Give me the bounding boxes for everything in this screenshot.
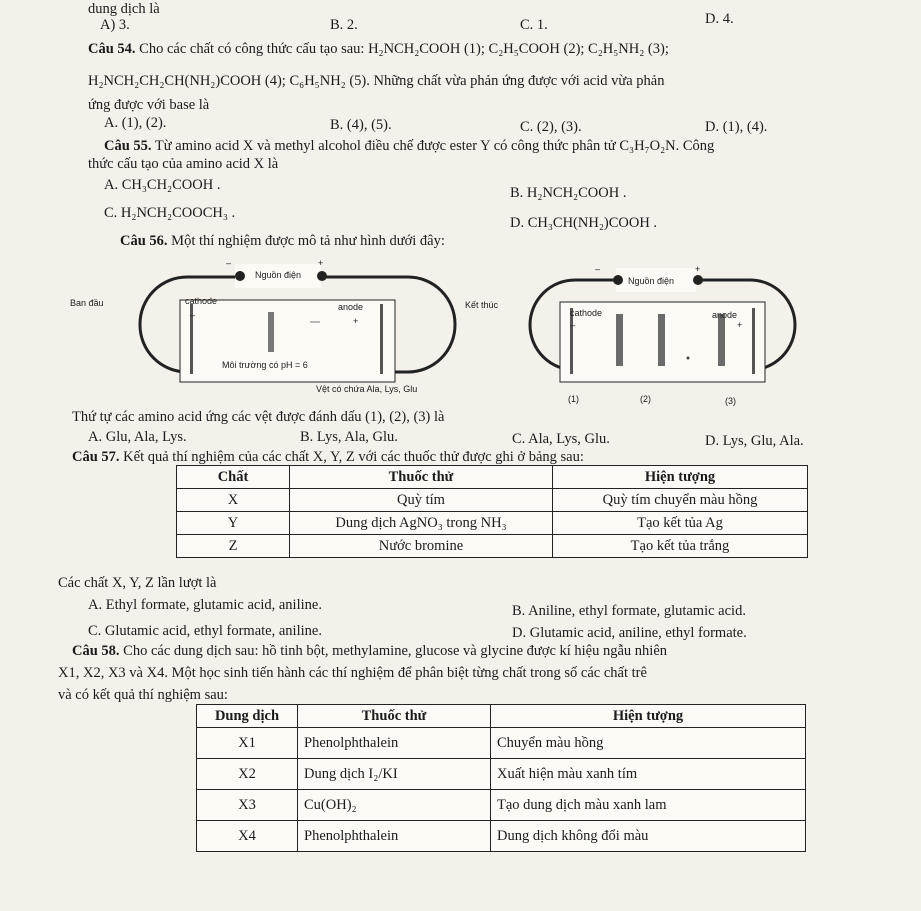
- q57-header-reagent: Thuốc thử: [290, 466, 553, 489]
- table-row: [197, 759, 806, 790]
- q57-after: Các chất X, Y, Z lần lượt là: [58, 575, 217, 591]
- table-cell: Dung dịch I₂/KI: [298, 759, 491, 790]
- fig-right-plus: +: [695, 264, 701, 274]
- table-row: [177, 535, 808, 558]
- fig-right-mark-2: (2): [640, 394, 651, 404]
- table-cell: Nước bromine: [290, 535, 553, 558]
- q54-label: Câu 54.: [88, 41, 136, 57]
- q55-line2: thức cấu tạo của amino acid X là: [88, 156, 279, 172]
- q57-option-c: C. Glutamic acid, ethyl formate, aniline.: [88, 623, 322, 639]
- q57-label: Câu 57.: [72, 449, 120, 465]
- table-cell: Z: [177, 535, 290, 558]
- q53-option-a: A) 3.: [100, 17, 130, 33]
- table-cell: X1: [197, 728, 298, 759]
- fig-left-anode-label: anode: [338, 302, 364, 312]
- fig-right-power-label: Nguồn điện: [628, 276, 675, 286]
- fig-left-medium-label: Môi trường có pH = 6: [222, 360, 308, 370]
- table-cell: X4: [197, 821, 298, 852]
- top-fragment: dung dịch là: [88, 1, 160, 17]
- table-cell: X3: [197, 790, 298, 821]
- q57-option-d: D. Glutamic acid, aniline, ethyl formate.: [512, 625, 747, 641]
- table-cell: Tạo kết tủa Ag: [553, 512, 808, 535]
- fig-right-cathode-label: cathode: [570, 308, 603, 318]
- fig-right-electrode-plus: +: [737, 320, 743, 330]
- q56-line1: [120, 232, 445, 250]
- q54-line3: ứng được với base là: [88, 97, 210, 113]
- table-cell: Chuyển màu hồng: [491, 728, 806, 759]
- q56-option-b: B. Lys, Ala, Glu.: [300, 429, 398, 445]
- fig-left-side-label: Ban đầu: [70, 298, 104, 308]
- band-2: [658, 314, 665, 366]
- q54-line2: H₂NCH₂CH₂CH(NH₂)COOH (4); C₆H₅NH₂ (5). Những chất vừa phản ứng được với acid vừa phản: [88, 73, 665, 89]
- q56-option-a: A. Glu, Ala, Lys.: [88, 429, 187, 445]
- q57-option-a: A. Ethyl formate, glutamic acid, aniline.: [88, 597, 322, 613]
- fig-left-power-label: Nguồn điện: [255, 270, 302, 280]
- table-cell: Quỳ tím chuyển màu hồng: [553, 489, 808, 512]
- fig-left-spot-label: Vệt có chứa Ala, Lys, Glu: [316, 384, 418, 394]
- q55-option-c: C. H₂NCH₂COOCH₃ .: [104, 205, 236, 221]
- table-row: [177, 512, 808, 535]
- q58-text1: Cho các dung dịch sau: hồ tinh bột, methylamine, glucose và glycine được kí hiệu ngẫu nhiên: [123, 643, 668, 659]
- q58-line3: và có kết quả thí nghiệm sau:: [58, 687, 228, 703]
- fig-left-electrode-plus: +: [353, 316, 359, 326]
- q58-line1: [72, 642, 667, 660]
- table-row: [177, 489, 808, 512]
- table-cell: X: [177, 489, 290, 512]
- q58-label: Câu 58.: [72, 643, 120, 659]
- table-cell: Cu(OH)₂: [298, 790, 491, 821]
- table-row: [197, 821, 806, 852]
- q54-option-c: C. (2), (3).: [520, 119, 582, 135]
- initial-spot: [268, 312, 274, 352]
- fig-left-minus: –: [226, 258, 232, 268]
- table-cell: Quỳ tím: [290, 489, 553, 512]
- q57-header-phenomenon: Hiện tượng: [553, 466, 808, 489]
- q58-header-phenomenon: Hiện tượng: [491, 705, 806, 728]
- q55-option-a: A. CH₃CH₂COOH .: [104, 177, 221, 193]
- table-cell: Phenolphthalein: [298, 821, 491, 852]
- table-header-row: [177, 466, 808, 489]
- q58-header-solution: Dung dịch: [197, 705, 298, 728]
- q55-label: Câu 55.: [104, 138, 152, 154]
- q53-option-c: C. 1.: [520, 17, 548, 33]
- q54-option-d: D. (1), (4).: [705, 119, 768, 135]
- fig-right-side-label: Kết thúc: [465, 300, 499, 310]
- table-cell: X2: [197, 759, 298, 790]
- q55-option-d: D. CH₃CH(NH₂)COOH .: [510, 215, 658, 231]
- q56-option-d: D. Lys, Glu, Ala.: [705, 433, 804, 449]
- band-1: [616, 314, 623, 366]
- table-cell: Phenolphthalein: [298, 728, 491, 759]
- q53-option-b: B. 2.: [330, 17, 358, 33]
- q55-line1: [104, 137, 714, 155]
- q56-option-c: C. Ala, Lys, Glu.: [512, 431, 610, 447]
- band-3: [718, 314, 725, 366]
- table-cell: Xuất hiện màu xanh tím: [491, 759, 806, 790]
- fig-right-anode-label: anode: [712, 310, 738, 320]
- q58-header-reagent: Thuốc thử: [298, 705, 491, 728]
- q56-text1: Một thí nghiệm được mô tả như hình dưới đây:: [171, 233, 445, 249]
- q56-label: Câu 56.: [120, 233, 168, 249]
- table-cell: Tạo dung dịch màu xanh lam: [491, 790, 806, 821]
- q57-option-b: B. Aniline, ethyl formate, glutamic acid.: [512, 603, 746, 619]
- fig-right-mark-1: (1): [568, 394, 579, 404]
- table-cell: Y: [177, 512, 290, 535]
- fig-left-plus: +: [318, 258, 324, 268]
- q54-option-a: A. (1), (2).: [104, 115, 167, 131]
- q53-option-d: D. 4.: [705, 11, 734, 27]
- fig-right-mark-3: (3): [725, 396, 736, 406]
- table-cell: Dung dịch không đổi màu: [491, 821, 806, 852]
- q57-table: [176, 465, 808, 558]
- fig-left-cathode-label: cathode: [185, 296, 218, 306]
- q58-line2: X1, X2, X3 và X4. Một học sinh tiến hành các thí nghiệm để phân biệt từng chất trong số các chất trê: [58, 665, 647, 681]
- fig-right-electrode-minus: –: [570, 320, 576, 330]
- q54-text1: Cho các chất có công thức cấu tạo sau: H₂NCH₂COOH (1); C₂H₅COOH (2); C₂H₅NH₂ (3);: [139, 41, 669, 57]
- q57-text1: Kết quả thí nghiệm của các chất X, Y, Z với các thuốc thử được ghi ở bảng sau:: [123, 449, 584, 465]
- q54-line1: [88, 40, 669, 58]
- q54-option-b: B. (4), (5).: [330, 117, 392, 133]
- table-cell: Tạo kết tủa trắng: [553, 535, 808, 558]
- fig-right-minus: –: [595, 264, 601, 274]
- table-cell: Dung dịch AgNO₃ trong NH₃: [290, 512, 553, 535]
- fig-left-electrode-minus: –: [190, 310, 196, 320]
- q56-question: Thứ tự các amino acid ứng các vệt được đánh dấu (1), (2), (3) là: [72, 409, 445, 425]
- table-row: [197, 728, 806, 759]
- q57-header-substance: Chất: [177, 466, 290, 489]
- table-header-row: [197, 705, 806, 728]
- q55-text1: Từ amino acid X và methyl alcohol điều chế được ester Y có công thức phân tử C₃H₇O₂N. Công: [154, 138, 715, 154]
- q58-table: [196, 704, 806, 852]
- q57-line1: [72, 448, 584, 466]
- table-row: [197, 790, 806, 821]
- q55-option-b: B. H₂NCH₂COOH .: [510, 185, 627, 201]
